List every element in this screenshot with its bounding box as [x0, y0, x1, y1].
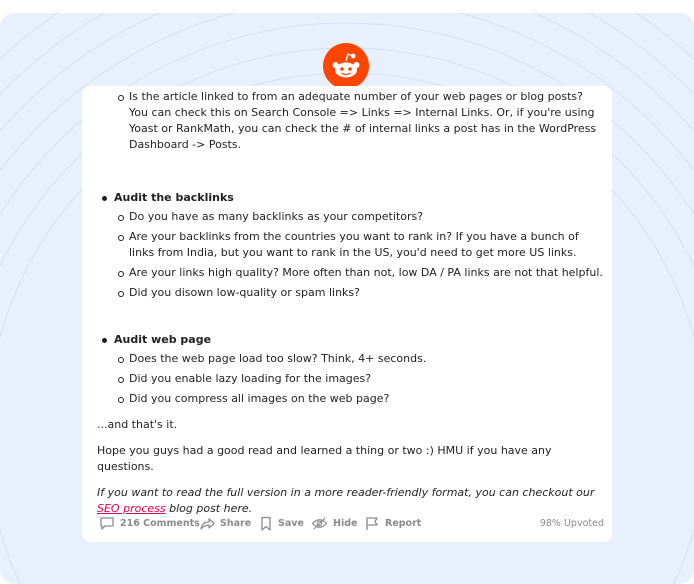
eye-off-icon — [311, 516, 328, 531]
list-item: Do you have as many backlinks as your competitors? — [97, 209, 605, 225]
flag-icon — [364, 516, 380, 531]
list-item: Is the article linked to from an adequate number of your web pages or blog posts? You can check this on Search Console => Links => Internal Links. Or, if you're using Yoast or RankMath, you can check the # of internal links a post has in the WordPress Dashboard -> Posts. — [97, 89, 605, 153]
heading-audit-backlinks: Audit the backlinks — [97, 190, 605, 206]
closing-text: ...and that's it. — [97, 418, 178, 431]
web-page-list — [97, 351, 605, 407]
list-item: Are your backlinks from the countries you want to rank in? If you have a bunch of links from India, but you want to rank in the US, you'd need to get more US links. — [97, 229, 605, 261]
backlinks-list — [97, 209, 605, 301]
post-body — [97, 86, 605, 517]
seo-process-link[interactable]: SEO process — [97, 502, 166, 515]
list-item: Did you disown low-quality or spam links? — [97, 285, 605, 301]
reddit-logo — [323, 43, 369, 89]
bookmark-icon — [259, 516, 273, 531]
post-card — [82, 86, 612, 542]
comments-label: 216 Comments — [120, 518, 200, 529]
share-icon — [199, 516, 215, 531]
hide-label: Hide — [333, 518, 358, 529]
list-item: Does the web page load too slow? Think, 4+ seconds. — [97, 351, 605, 367]
list-item: Are your links high quality? More often than not, low DA / PA links are not that helpful. — [97, 265, 605, 281]
post-footer — [99, 516, 604, 534]
heading-audit-web-page: Audit web page — [97, 332, 605, 348]
hide-button[interactable] — [311, 516, 357, 531]
cta-prefix: If you want to read the full version in a more reader-friendly format, you can checkout our — [97, 486, 595, 499]
report-label: Report — [385, 518, 422, 529]
share-button[interactable] — [199, 516, 251, 531]
save-label: Save — [278, 518, 304, 529]
upvote-percentage: 98% Upvoted — [539, 518, 604, 529]
comments-button[interactable] — [99, 516, 200, 531]
save-button[interactable] — [259, 516, 304, 531]
internal-links-list — [97, 89, 605, 153]
cta-suffix: blog post here. — [165, 502, 253, 515]
list-item: Did you enable lazy loading for the images? — [97, 371, 605, 387]
list-item: Did you compress all images on the web page? — [97, 391, 605, 407]
signoff-text: Hope you guys had a good read and learned a thing or two :) HMU if you have any questions. — [97, 444, 552, 473]
report-button[interactable] — [364, 516, 421, 531]
comment-icon — [99, 516, 115, 531]
cta-text — [97, 485, 605, 517]
share-label: Share — [220, 518, 252, 529]
